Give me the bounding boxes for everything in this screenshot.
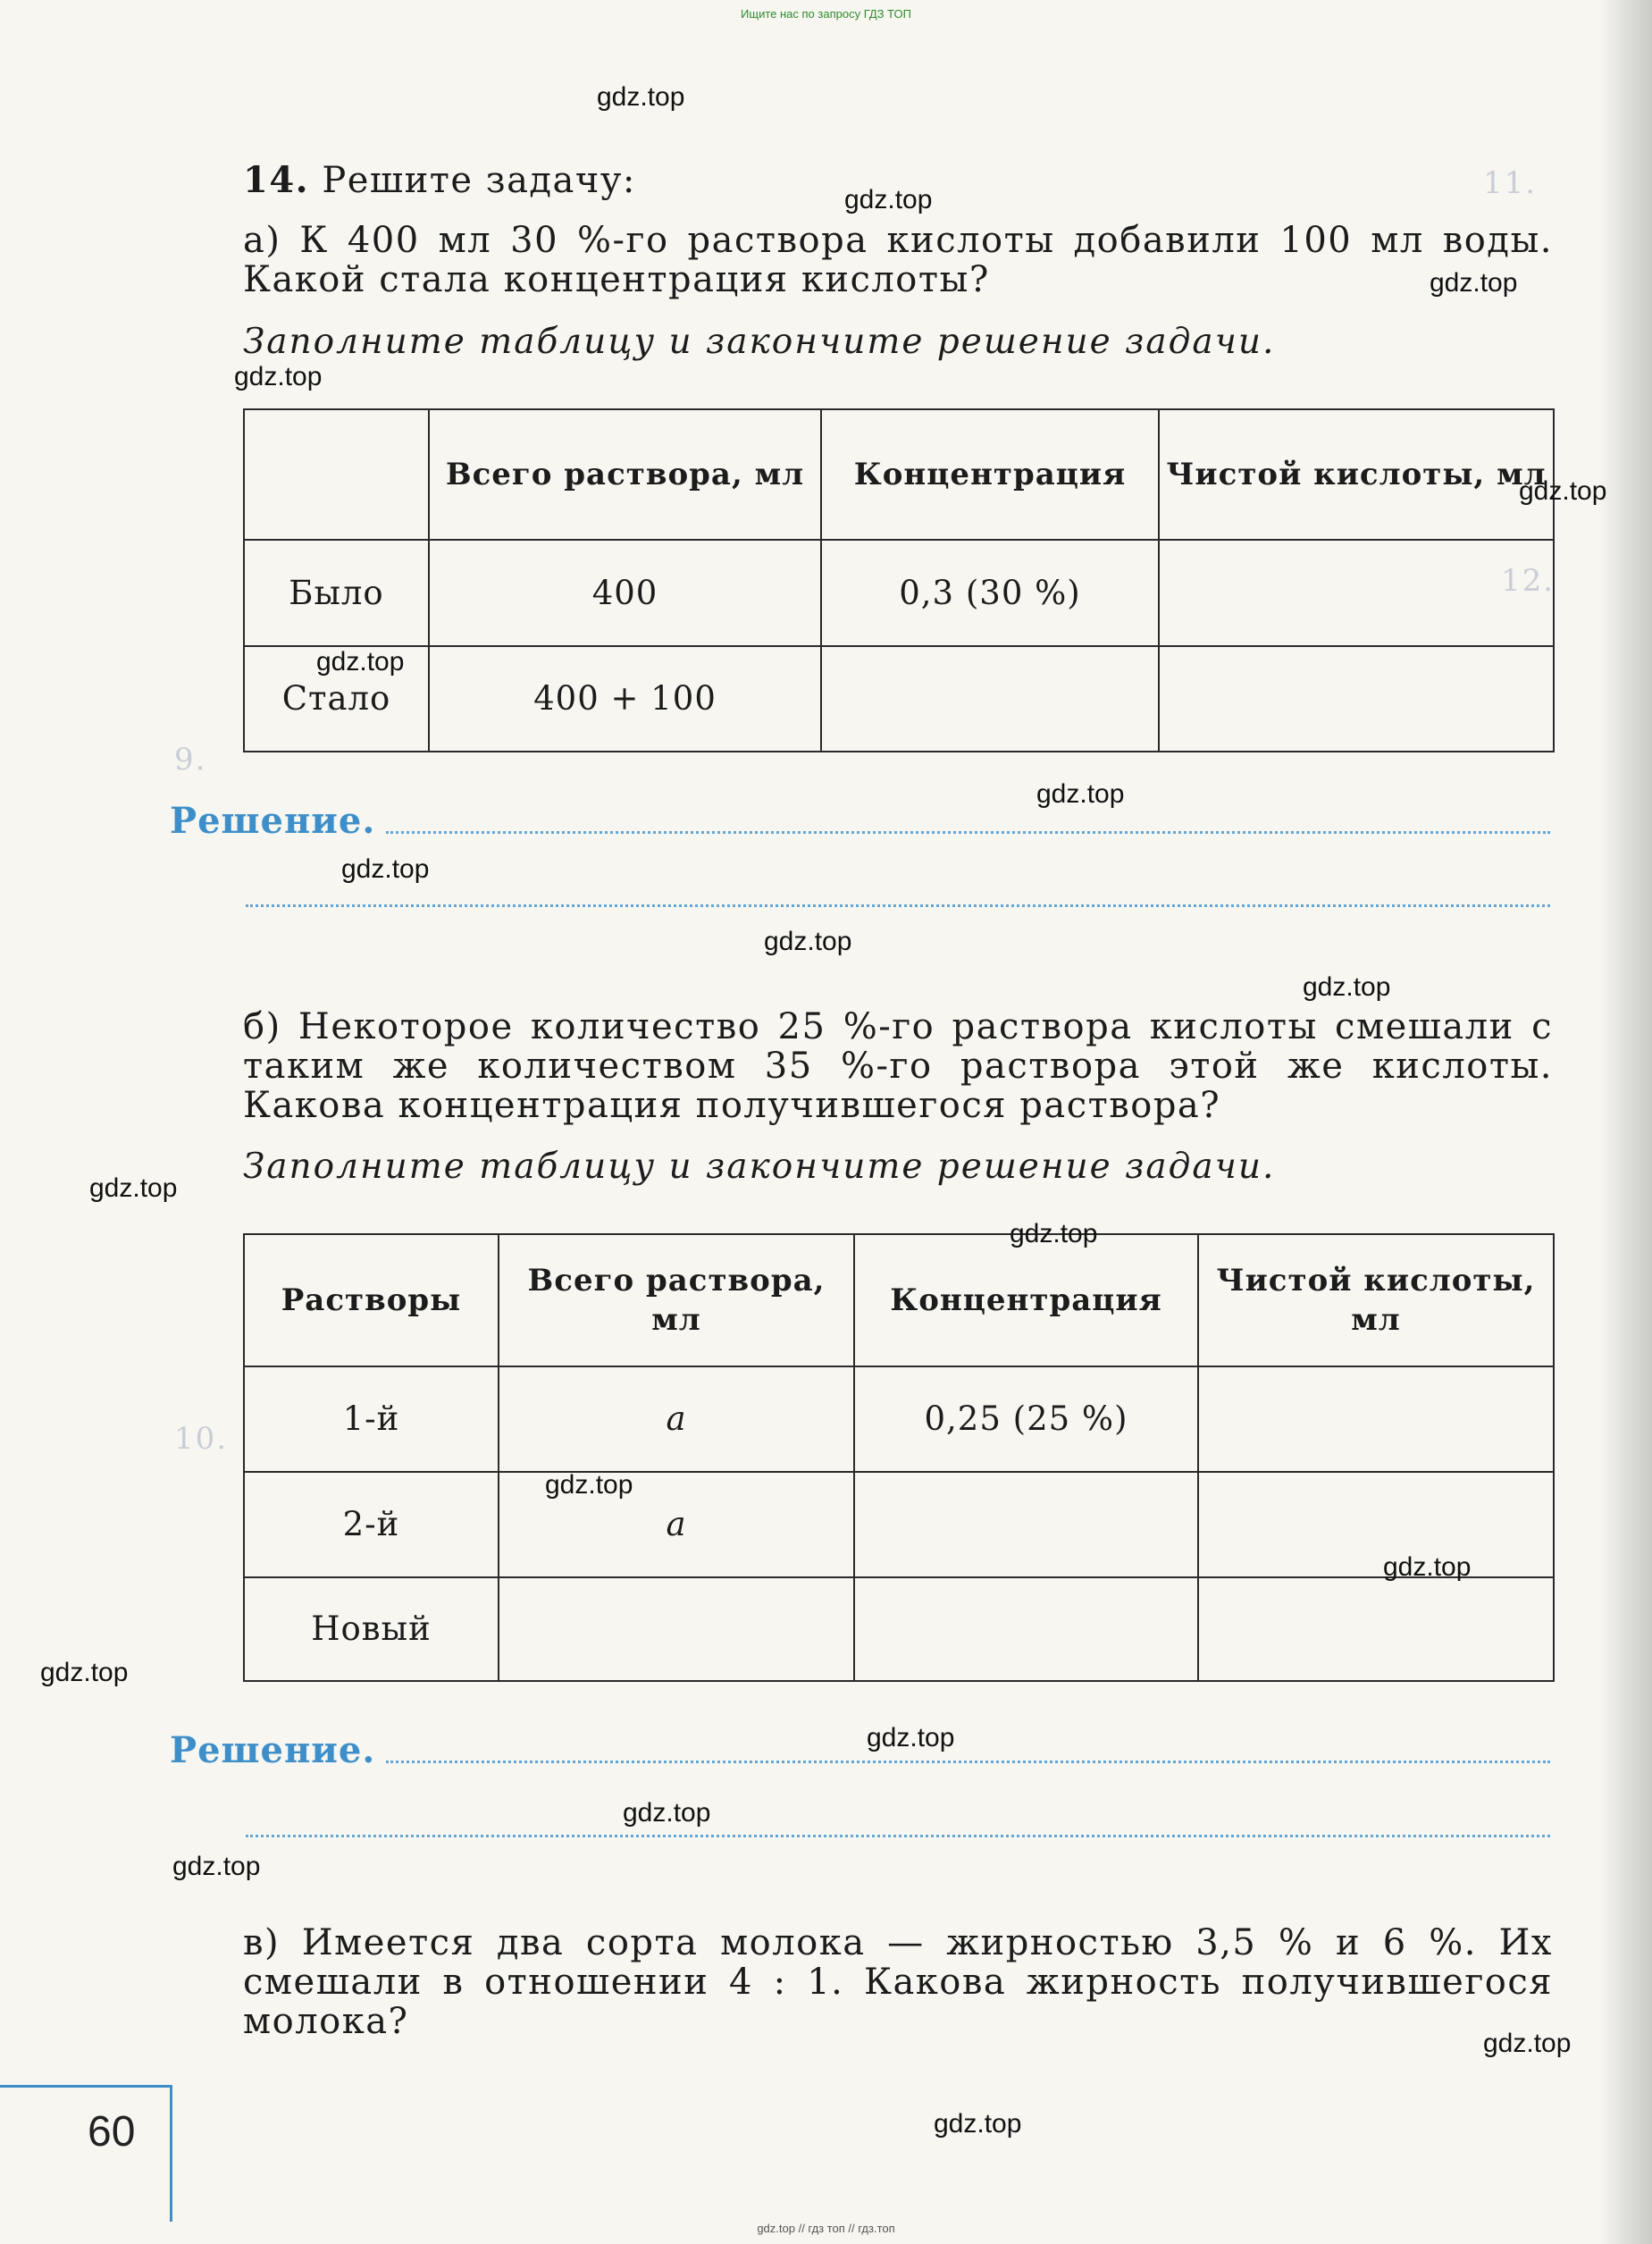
part-a-solution-line (170, 800, 1550, 842)
bleed-through-artifact: 9. (174, 742, 207, 777)
table-cell: 0,3 (30 %) (821, 540, 1159, 646)
top-source-note: Ищите нас по запросу ГДЗ ТОП (741, 7, 911, 21)
table-cell[interactable] (1198, 1577, 1554, 1681)
table-header-cell (244, 409, 429, 540)
page-edge-shadow (1598, 0, 1652, 2244)
bleed-through-artifact: 10. (174, 1421, 229, 1457)
bleed-through-artifact: 12. (1501, 563, 1556, 599)
table-cell[interactable] (821, 646, 1159, 752)
bottom-source-note: gdz.top // гдз топ // гдз.топ (757, 2222, 895, 2235)
table-cell[interactable] (1198, 1366, 1554, 1472)
watermark: gdz.top (934, 2109, 1022, 2139)
part-a-text: а) К 400 мл 30 %-го раствора кислоты добавили 100 мл воды. Какой стала концентрация кислоты? (243, 220, 1553, 300)
answer-dotted-line[interactable] (386, 831, 1550, 834)
answer-dotted-line[interactable] (246, 1835, 1550, 1837)
part-a-instruction: Заполните таблицу и закончите решение задачи. (243, 322, 1276, 362)
table-row (244, 1577, 1554, 1681)
watermark: gdz.top (1036, 779, 1125, 809)
table-header-row (244, 1234, 1554, 1366)
bleed-through-artifact: 11. (1483, 165, 1538, 201)
table-cell: Новый (244, 1577, 499, 1681)
table-cell[interactable] (1198, 1472, 1554, 1577)
watermark: gdz.top (545, 1470, 633, 1500)
table-header-cell: Чистой кислоты, мл (1159, 409, 1554, 540)
watermark: gdz.top (1010, 1219, 1098, 1248)
watermark: gdz.top (234, 362, 323, 391)
watermark: gdz.top (597, 82, 685, 112)
table-cell: Стало (244, 646, 429, 752)
table-cell: 2-й (244, 1472, 499, 1577)
part-b-text: б) Некоторое количество 25 %-го раствора кислоты смешали с таким же количеством 35 %-го раствора этой же кислоты. Какова концентрация получившегося раствора? (243, 1006, 1553, 1126)
page-number-frame (0, 2085, 172, 2222)
watermark: gdz.top (172, 1852, 261, 1881)
table-header-cell: Концентрация (854, 1234, 1198, 1366)
watermark: gdz.top (341, 854, 430, 884)
answer-dotted-line[interactable] (386, 1761, 1550, 1763)
page-number: 60 (88, 2108, 136, 2156)
table-header-cell: Растворы (244, 1234, 499, 1366)
table-cell[interactable] (854, 1472, 1198, 1577)
table-cell: 1-й (244, 1366, 499, 1472)
watermark: gdz.top (1303, 972, 1391, 1002)
table-cell: 0,25 (25 %) (854, 1366, 1198, 1472)
table-row (244, 540, 1554, 646)
watermark: gdz.top (89, 1173, 178, 1203)
watermark: gdz.top (1430, 268, 1518, 298)
table-cell: a (499, 1472, 854, 1577)
table-header-cell: Всего раствора, мл (499, 1234, 854, 1366)
solution-label: Решение. (170, 800, 376, 842)
table-cell[interactable] (499, 1577, 854, 1681)
table-header-cell: Концентрация (821, 409, 1159, 540)
table-header-cell: Чистой кислоты, мл (1198, 1234, 1554, 1366)
table-cell[interactable] (1159, 540, 1554, 646)
table-cell: Было (244, 540, 429, 646)
watermark: gdz.top (867, 1723, 955, 1752)
part-b-table (243, 1233, 1555, 1682)
table-cell: 400 + 100 (429, 646, 821, 752)
watermark: gdz.top (316, 647, 405, 677)
watermark: gdz.top (623, 1798, 711, 1828)
watermark: gdz.top (1483, 2029, 1572, 2058)
table-cell[interactable] (1159, 646, 1554, 752)
part-b-instruction: Заполните таблицу и закончите решение задачи. (243, 1147, 1276, 1187)
answer-dotted-line[interactable] (246, 904, 1550, 907)
watermark: gdz.top (40, 1658, 129, 1687)
part-c-text: в) Имеется два сорта молока — жирностью 3,5 % и 6 %. Их смешали в отношении 4 : 1. Какова жирность получившегося молока? (243, 1922, 1553, 2042)
table-cell[interactable] (854, 1577, 1198, 1681)
part-a-table (243, 408, 1555, 752)
table-row (244, 1472, 1554, 1577)
task-number: 14. (243, 159, 310, 201)
solution-label: Решение. (170, 1729, 376, 1771)
table-cell: 400 (429, 540, 821, 646)
table-header-cell: Всего раствора, мл (429, 409, 821, 540)
table-row (244, 1366, 1554, 1472)
task-title: Решите задачу: (322, 160, 636, 201)
watermark: gdz.top (764, 927, 852, 956)
watermark: gdz.top (844, 185, 933, 214)
table-cell: a (499, 1366, 854, 1472)
table-header-row (244, 409, 1554, 540)
part-b-solution-line (170, 1729, 1550, 1771)
watermark: gdz.top (1519, 476, 1607, 506)
watermark: gdz.top (1383, 1552, 1472, 1582)
table-row (244, 646, 1554, 752)
